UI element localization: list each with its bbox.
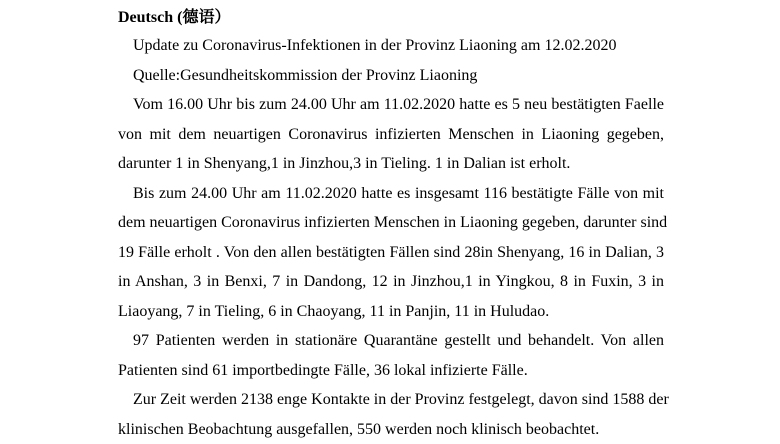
paragraph-source [118, 61, 664, 91]
paragraph-line: Update zu Coronavirus-Infektionen in der Provinz Liaoning am 12.02.2020 [118, 31, 664, 61]
paragraph-line: Liaoyang, 7 in Tieling, 6 in Chaoyang, 11 in Panjin, 11 in Huludao. [118, 297, 664, 327]
paragraph-line: Patienten sind 61 importbedingte Fälle, 36 lokal infizierte Fälle. [118, 356, 664, 386]
paragraph-contacts [118, 385, 664, 444]
document-body [118, 7, 664, 444]
paragraph-line: Zur Zeit werden 2138 enge Kontakte in der Provinz festgelegt, davon sind 1588 der [118, 385, 664, 415]
paragraph-line: 97 Patienten werden in stationäre Quarantäne gestellt und behandelt. Von allen [118, 326, 664, 356]
paragraph-line: Quelle:Gesundheitskommission der Provinz Liaoning [118, 61, 664, 91]
paragraph-line: darunter 1 in Shenyang,1 in Jinzhou,3 in Tieling. 1 in Dalian ist erholt. [118, 149, 664, 179]
paragraph-total-cases [118, 179, 664, 327]
paragraph-line: von mit dem neuartigen Coronavirus infizierten Menschen in Liaoning gegeben, [118, 120, 664, 150]
paragraph-line: klinischen Beobachtung ausgefallen, 550 werden noch klinisch beobachtet. [118, 415, 664, 444]
paragraph-patients [118, 326, 664, 385]
paragraph-line: 19 Fälle erholt . Von den allen bestätigten Fällen sind 28in Shenyang, 16 in Dalian, 3 [118, 238, 664, 268]
paragraph-line: Vom 16.00 Uhr bis zum 24.00 Uhr am 11.02.2020 hatte es 5 neu bestätigten Faelle [118, 90, 664, 120]
paragraph-line: in Anshan, 3 in Benxi, 7 in Dandong, 12 in Jinzhou,1 in Yingkou, 8 in Fuxin, 3 in [118, 267, 664, 297]
document-heading: Deutsch (德语） [118, 7, 664, 29]
paragraph-line: dem neuartigen Coronavirus infizierten Menschen in Liaoning gegeben, darunter sind [118, 208, 664, 238]
paragraph-line: Bis zum 24.00 Uhr am 11.02.2020 hatte es insgesamt 116 bestätigte Fälle von mit [118, 179, 664, 209]
paragraph-update-title [118, 31, 664, 61]
paragraph-new-cases [118, 90, 664, 179]
